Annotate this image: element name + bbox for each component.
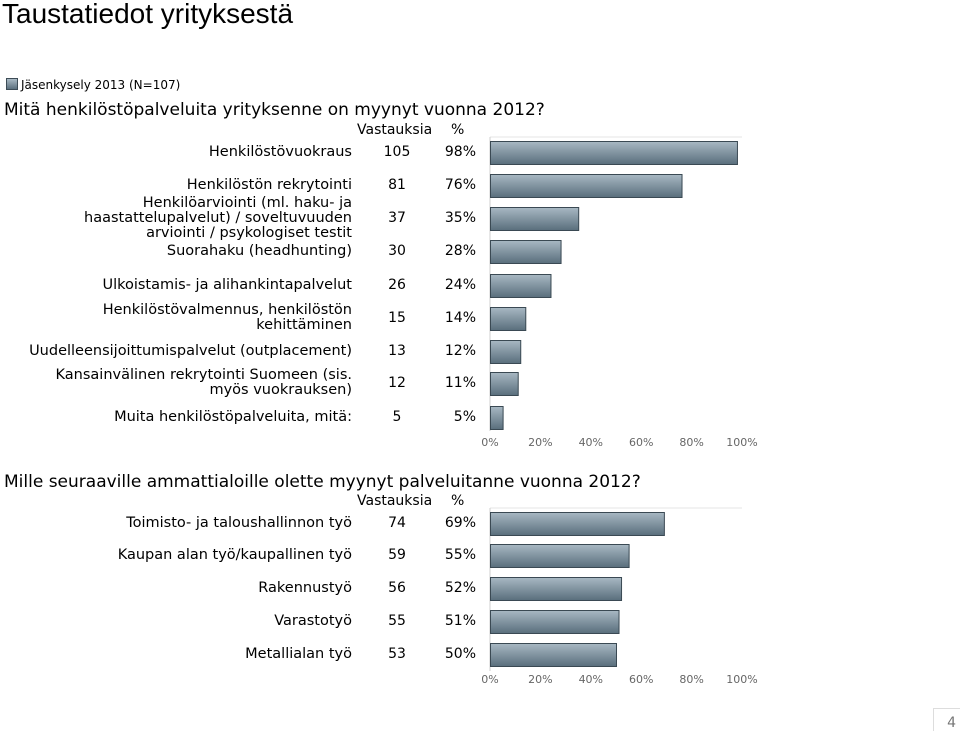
category-label: Metallialan työ: [245, 645, 352, 662]
percentage-value: 35%: [444, 210, 476, 226]
bar: [491, 611, 620, 634]
x-tick-label: 60%: [628, 436, 654, 449]
question-title: Mitä henkilöstöpalveluita yrityksenne on myynyt vuonna 2012?: [4, 100, 545, 120]
category-label: Henkilöstövalmennus, henkilöstön kehittäminen: [102, 302, 352, 333]
x-tick-label: 0%: [481, 436, 499, 449]
column-header-pct: %: [451, 122, 465, 138]
category-label: Kaupan alan työ/kaupallinen työ: [117, 546, 352, 563]
bar: [491, 578, 622, 601]
category-label: Toimisto- ja taloushallinnon työ: [126, 514, 352, 531]
response-count: 13: [388, 343, 406, 359]
category-label: Varastotyö: [274, 612, 352, 629]
response-count: 12: [388, 375, 406, 391]
percentage-value: 28%: [444, 243, 476, 259]
percentage-value: 50%: [444, 646, 476, 662]
page-title: Taustatiedot yrityksestä: [2, 0, 294, 29]
response-count: 55: [388, 613, 406, 629]
response-count: 15: [388, 310, 406, 326]
bar: [491, 545, 630, 568]
percentage-value: 14%: [444, 310, 476, 326]
column-header-pct: %: [451, 493, 465, 509]
bar: [491, 644, 617, 667]
x-tick-label: 40%: [578, 673, 604, 686]
bar: [491, 341, 521, 364]
response-count: 30: [388, 243, 406, 259]
percentage-value: 98%: [444, 144, 476, 160]
response-count: 56: [388, 580, 406, 596]
x-tick-label: 100%: [726, 436, 758, 449]
response-count: 81: [388, 177, 406, 193]
response-count: 105: [383, 144, 411, 160]
category-label: Suorahaku (headhunting): [166, 242, 352, 259]
response-count: 26: [388, 277, 406, 293]
bar: [491, 142, 738, 165]
percentage-value: 69%: [444, 515, 476, 531]
category-label: Henkilöstön rekrytointi: [186, 176, 352, 193]
x-tick-label: 60%: [628, 673, 654, 686]
category-label: Ulkoistamis- ja alihankintapalvelut: [102, 276, 352, 293]
percentage-value: 12%: [444, 343, 476, 359]
response-count: 53: [388, 646, 406, 662]
x-tick-label: 100%: [726, 673, 758, 686]
question-title: Mille seuraaville ammattialoille olette myynyt palveluitanne vuonna 2012?: [4, 472, 641, 492]
percentage-value: 52%: [444, 580, 476, 596]
response-count: 74: [388, 515, 406, 531]
percentage-value: 55%: [444, 547, 476, 563]
response-count: 5: [392, 409, 402, 425]
bar: [491, 513, 665, 536]
x-tick-label: 20%: [528, 673, 553, 686]
bar: [491, 241, 562, 264]
bar: [491, 308, 526, 331]
column-header-count: Vastauksia: [357, 493, 433, 509]
category-label: Muita henkilöstöpalveluita, mitä:: [114, 408, 352, 425]
category-label: Henkilöstövuokraus: [208, 143, 352, 160]
response-count: 37: [388, 210, 406, 226]
bar: [491, 407, 504, 430]
bar: [491, 275, 551, 298]
x-tick-label: 0%: [481, 673, 499, 686]
bar: [491, 373, 519, 396]
percentage-value: 76%: [444, 177, 476, 193]
category-label: Kansainvälinen rekrytointi Suomeen (sis. myös vuokrauksen): [55, 367, 352, 398]
percentage-value: 5%: [453, 409, 476, 425]
category-label: Rakennustyö: [258, 579, 352, 596]
category-label: Henkilöarviointi (ml. haku- ja haastattelupalvelut) / soveltuvuuden arviointi / psykologiset testit: [84, 194, 352, 241]
percentage-value: 24%: [444, 277, 476, 293]
column-header-count: Vastauksia: [357, 122, 433, 138]
bar: [491, 208, 579, 231]
percentage-value: 11%: [444, 375, 476, 391]
category-label: Uudelleensijoittumispalvelut (outplacement): [29, 342, 352, 359]
x-tick-label: 80%: [679, 673, 704, 686]
x-tick-label: 40%: [578, 436, 604, 449]
response-count: 59: [388, 547, 406, 563]
legend-label: Jäsenkysely 2013 (N=107): [21, 78, 181, 92]
bar: [491, 175, 683, 198]
x-tick-label: 80%: [679, 436, 704, 449]
page-number: 4: [947, 715, 956, 731]
percentage-value: 51%: [444, 613, 476, 629]
x-tick-label: 20%: [528, 436, 553, 449]
